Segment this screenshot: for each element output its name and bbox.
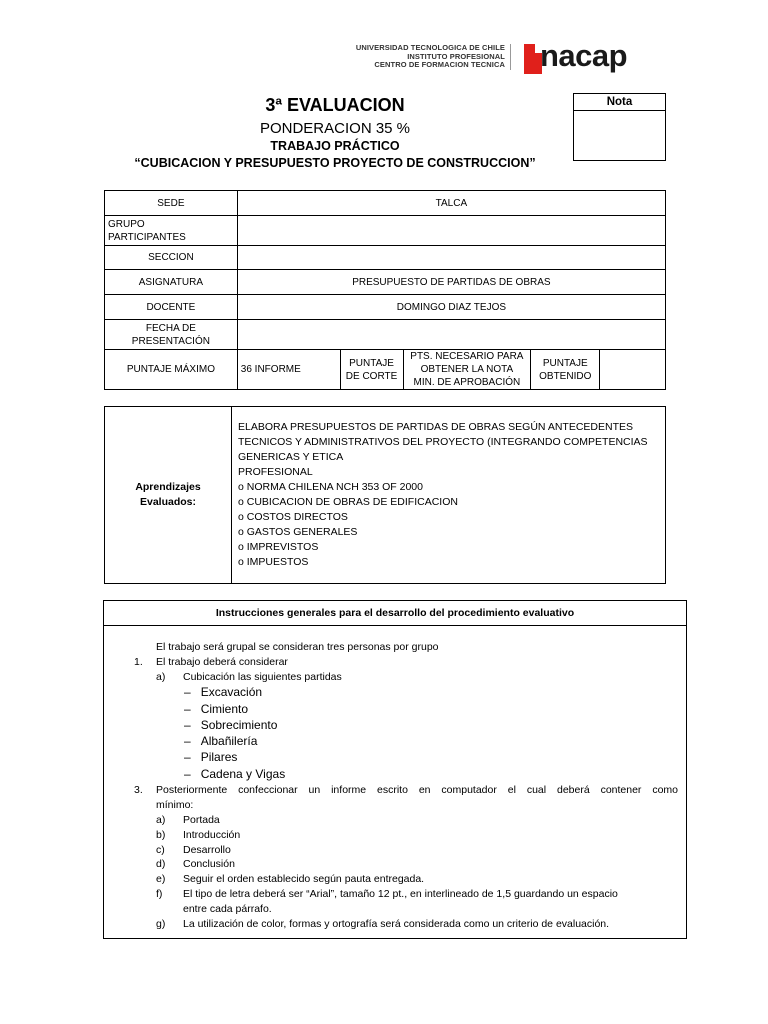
evaluation-title: 3ª EVALUACION: [265, 95, 405, 115]
item-text: El trabajo deberá considerar: [156, 656, 288, 668]
learning-outcomes-label: Aprendizajes Evaluados:: [105, 407, 232, 584]
puntaje-max-label: PUNTAJE MÁXIMO: [105, 350, 238, 390]
institution-line: INSTITUTO PROFESIONAL: [407, 51, 505, 61]
instructions-title: Instrucciones generales para el desarrollo del procedimiento evaluativo: [104, 601, 686, 626]
outcome-line: o COSTOS DIRECTOS: [238, 511, 348, 523]
puntaje-obtenido-value[interactable]: [600, 350, 666, 390]
sede-label: SEDE: [105, 191, 238, 216]
outcome-line: PROFESIONAL: [238, 466, 313, 478]
sub-item-key: e): [156, 873, 166, 885]
outcome-line: o GASTOS GENERALES: [238, 526, 358, 538]
sub-item-key: f): [156, 888, 163, 900]
puntaje-corte-label: PUNTAJE DE CORTE: [340, 350, 403, 390]
grade-field[interactable]: [574, 111, 665, 160]
pts-necesario-label: PTS. NECESARIO PARA OBTENER LA NOTA MIN. DE APROBACIÓN: [403, 350, 531, 390]
grade-label: Nota: [574, 94, 665, 111]
partida-label: Albañilería: [200, 734, 258, 748]
outcome-line: o IMPUESTOS: [238, 556, 309, 568]
item-number: 3.: [134, 784, 143, 796]
sub-item-key: d): [156, 858, 166, 870]
partida-label: Sobrecimiento: [200, 718, 278, 732]
puntaje-obtenido-label: PUNTAJE OBTENIDO: [531, 350, 600, 390]
sub-item-key: b): [156, 829, 166, 841]
weighting: PONDERACION 35 %: [259, 120, 411, 137]
logo-wordmark: nacap: [540, 38, 628, 73]
list-item: – Sobrecimiento: [184, 718, 278, 732]
table-row: [105, 216, 666, 246]
item-text-continued: mínimo:: [156, 799, 194, 811]
outcome-line: o NORMA CHILENA NCH 353 OF 2000: [238, 481, 423, 493]
outcome-line: GENERICAS Y ETICA: [238, 451, 344, 463]
item-number: 1.: [134, 656, 143, 668]
table-row: [105, 246, 666, 270]
institution-line: UNIVERSIDAD TECNOLOGICA DE CHILE: [355, 43, 505, 52]
sub-item-key: g): [156, 918, 166, 930]
table-row: [105, 350, 666, 390]
list-item: – Pilares: [184, 750, 238, 764]
info-table: [104, 190, 666, 390]
sub-item-text: Desarrollo: [183, 844, 231, 856]
sede-value: TALCA: [237, 191, 665, 216]
table-row: [105, 295, 666, 320]
list-item: – Cadena y Vigas: [184, 767, 286, 781]
partida-label: Cimiento: [200, 702, 249, 716]
partida-label: Excavación: [200, 685, 263, 699]
partida-label: Pilares: [200, 750, 238, 764]
seccion-label: SECCION: [105, 246, 238, 270]
sub-item-text: Introducción: [183, 829, 241, 841]
sub-item-key: c): [156, 844, 165, 856]
list-item: – Cimiento: [184, 702, 249, 716]
project-title: “CUBICACION Y PRESUPUESTO PROYECTO DE CONSTRUCCION”: [134, 156, 536, 170]
sub-item-text-continued: entre cada párrafo.: [183, 903, 272, 915]
outcome-line: o IMPREVISTOS: [238, 541, 319, 553]
outcome-line: TECNICOS Y ADMINISTRATIVOS DEL PROYECTO (INTEGRANDO COMPETENCIAS: [238, 436, 648, 448]
sub-item-text: La utilización de color, formas y ortografía será considerada como un criterio de evaluación.: [183, 918, 610, 930]
logo-divider: [510, 44, 511, 70]
sub-item-text: Conclusión: [183, 858, 235, 870]
grupo-value[interactable]: [237, 216, 665, 246]
fecha-value[interactable]: [237, 320, 665, 350]
list-item: – Excavación: [184, 685, 263, 699]
sub-item-text: Portada: [183, 814, 220, 826]
grade-box: [573, 93, 666, 161]
asignatura-value: PRESUPUESTO DE PARTIDAS DE OBRAS: [237, 270, 665, 295]
outcome-line: ELABORA PRESUPUESTOS DE PARTIDAS DE OBRAS SEGÚN ANTECEDENTES: [238, 421, 634, 433]
docente-value: DOMINGO DIAZ TEJOS: [237, 295, 665, 320]
sub-item-text: El tipo de letra deberá ser “Arial”, tamaño 12 pt., en interlineado de 1,5 guardando un espacio: [183, 888, 618, 900]
table-row: [105, 191, 666, 216]
sub-item-key: a): [156, 671, 166, 683]
sub-item-text: Seguir el orden establecido según pauta entregada.: [183, 873, 425, 885]
sub-item-key: a): [156, 814, 166, 826]
learning-outcomes-content: [232, 407, 666, 584]
asignatura-label: ASIGNATURA: [105, 270, 238, 295]
instructions-box: [103, 600, 687, 939]
seccion-value[interactable]: [237, 246, 665, 270]
fecha-label: FECHA DE PRESENTACIÓN: [105, 320, 238, 350]
puntaje-max-value: 36 INFORME: [237, 350, 340, 390]
grupo-label: GRUPO PARTICIPANTES: [105, 216, 238, 246]
institution-line: CENTRO DE FORMACION TECNICA: [374, 60, 505, 69]
sub-item-text: Cubicación las siguientes partidas: [183, 671, 342, 683]
outcome-line: o CUBICACION DE OBRAS DE EDIFICACION: [238, 496, 458, 508]
work-type: TRABAJO PRÁCTICO: [270, 139, 400, 153]
partida-label: Cadena y Vigas: [200, 767, 286, 781]
docente-label: DOCENTE: [105, 295, 238, 320]
intro-text: El trabajo será grupal se consideran tres personas por grupo: [156, 641, 439, 653]
table-row: [105, 320, 666, 350]
table-row: [105, 270, 666, 295]
learning-outcomes-table: [104, 406, 666, 584]
item-text: Posteriormente confeccionar un informe escrito en computador el cual deberá contener como: [156, 784, 678, 796]
institution-name: [330, 44, 505, 70]
list-item: – Albañilería: [184, 734, 258, 748]
